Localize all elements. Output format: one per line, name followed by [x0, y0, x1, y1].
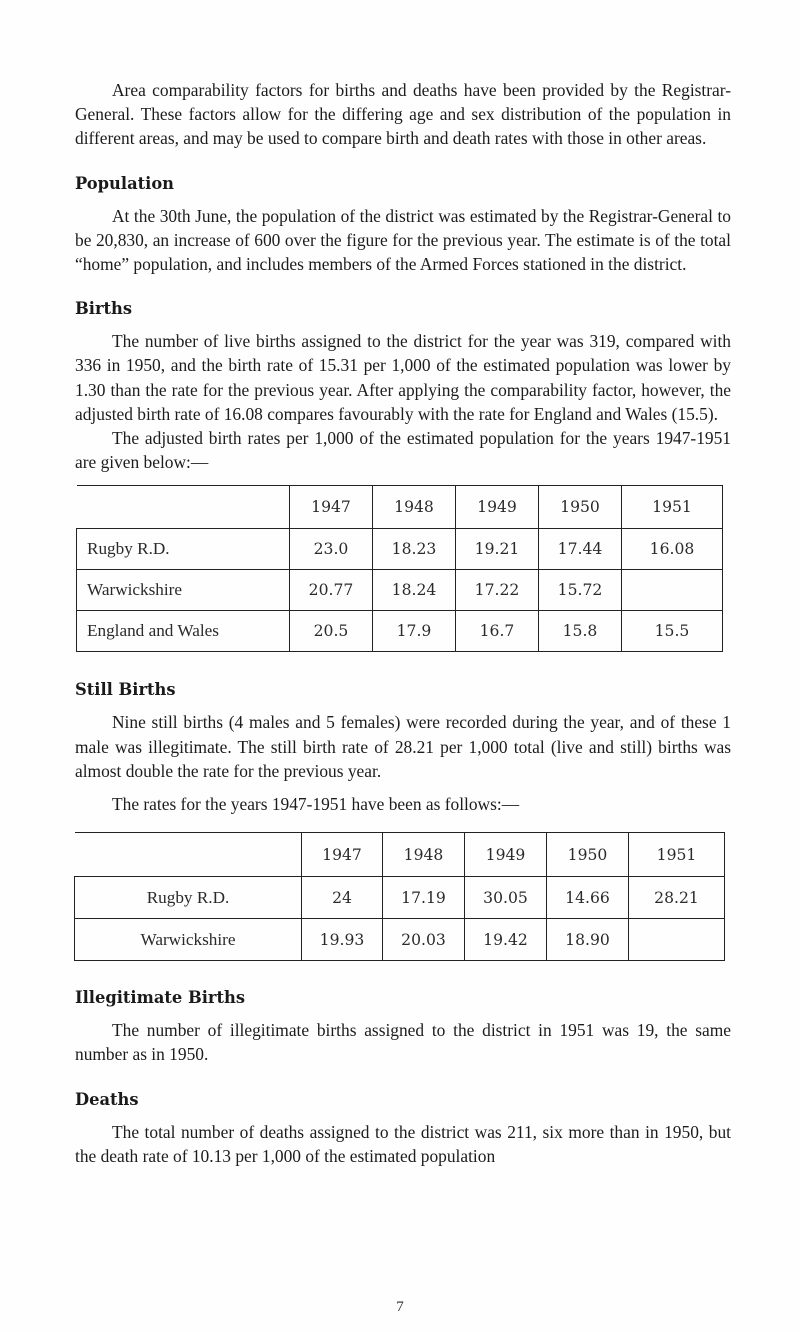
column-header: 1947	[290, 486, 373, 529]
table-row	[77, 529, 723, 570]
table-corner-cell	[75, 833, 302, 877]
births-paragraph: The number of live births assigned to the district for the year was 319, compared with 336 in 1950, and the birth rate of 15.31 per 1,000 of the estimated population was lower by 1.30 than the rate for the previous year. After applying the comparability factor, however, the adjusted birth rate of 16.08 compares favourably with the rate for England and Wales (15.5).	[75, 331, 731, 424]
document-page	[75, 78, 731, 1168]
table-cell: 17.19	[383, 877, 465, 919]
table-row	[75, 919, 725, 961]
table-cell: 14.66	[547, 877, 629, 919]
births-rates-table	[76, 485, 723, 652]
table-cell: 24	[302, 877, 383, 919]
row-label: England and Wales	[77, 611, 290, 652]
births-heading: Births	[75, 299, 133, 319]
table-header-row	[75, 833, 725, 877]
table-cell: 20.03	[383, 919, 465, 961]
column-header: 1950	[539, 486, 622, 529]
table-corner-cell	[77, 486, 290, 529]
table-cell: 18.90	[547, 919, 629, 961]
table-cell: 15.8	[539, 611, 622, 652]
table-row	[77, 570, 723, 611]
still-births-rates-table	[74, 832, 725, 961]
table-cell: 18.24	[373, 570, 456, 611]
table-row	[77, 611, 723, 652]
table-cell	[629, 919, 725, 961]
table-cell: 28.21	[629, 877, 725, 919]
column-header: 1947	[302, 833, 383, 877]
table-cell: 18.23	[373, 529, 456, 570]
intro-paragraph: Area comparability factors for births and deaths have been provided by the Registrar-General. These factors allow for the differing age and sex distribution of the population in different areas, and may be used to compare birth and death rates with those in other areas.	[75, 80, 731, 149]
table-cell: 15.5	[622, 611, 723, 652]
column-header: 1951	[622, 486, 723, 529]
table-row	[75, 877, 725, 919]
still-births-paragraph: Nine still births (4 males and 5 females) were recorded during the year, and of these 1 male was illegitimate. The still birth rate of 28.21 per 1,000 total (live and still) births was almost double the rate for the previous year.	[75, 712, 731, 781]
table-cell: 19.21	[456, 529, 539, 570]
table-cell: 23.0	[290, 529, 373, 570]
column-header: 1951	[629, 833, 725, 877]
illegitimate-births-paragraph: The number of illegitimate births assigned to the district in 1951 was 19, the same number as in 1950.	[75, 1020, 731, 1065]
births-table-intro: The adjusted birth rates per 1,000 of the estimated population for the years 1947-1951 are given below:—	[75, 428, 731, 473]
table-cell: 20.77	[290, 570, 373, 611]
population-paragraph: At the 30th June, the population of the district was estimated by the Registrar-General to be 20,830, an increase of 600 over the figure for the previous year. The estimate is of the total “home” population, and includes members of the Armed Forces stationed in the district.	[75, 205, 731, 275]
table-header-row	[77, 486, 723, 529]
table-cell: 19.42	[465, 919, 547, 961]
column-header: 1948	[383, 833, 465, 877]
deaths-heading: Deaths	[75, 1089, 139, 1109]
illegitimate-births-heading: Illegitimate Births	[75, 988, 245, 1008]
column-header: 1948	[373, 486, 456, 529]
table-cell: 20.5	[290, 611, 373, 652]
population-heading: Population	[75, 173, 175, 193]
still-births-table-intro: The rates for the years 1947-1951 have been as follows:—	[112, 794, 520, 815]
deaths-paragraph: The total number of deaths assigned to the district was 211, six more than in 1950, but the death rate of 10.13 per 1,000 of the estimated population	[75, 1121, 731, 1166]
table-cell: 15.72	[539, 570, 622, 611]
row-label: Rugby R.D.	[77, 529, 290, 570]
table-cell: 19.93	[302, 919, 383, 961]
table-cell: 30.05	[465, 877, 547, 919]
table-cell: 16.08	[622, 529, 723, 570]
column-header: 1950	[547, 833, 629, 877]
row-label: Rugby R.D.	[75, 877, 302, 919]
table-cell: 17.44	[539, 529, 622, 570]
row-label: Warwickshire	[77, 570, 290, 611]
page-number: 7	[396, 1299, 404, 1315]
row-label: Warwickshire	[75, 919, 302, 961]
table-cell: 17.9	[373, 611, 456, 652]
table-cell	[622, 570, 723, 611]
still-births-heading: Still Births	[75, 680, 176, 700]
column-header: 1949	[465, 833, 547, 877]
column-header: 1949	[456, 486, 539, 529]
table-cell: 17.22	[456, 570, 539, 611]
table-cell: 16.7	[456, 611, 539, 652]
